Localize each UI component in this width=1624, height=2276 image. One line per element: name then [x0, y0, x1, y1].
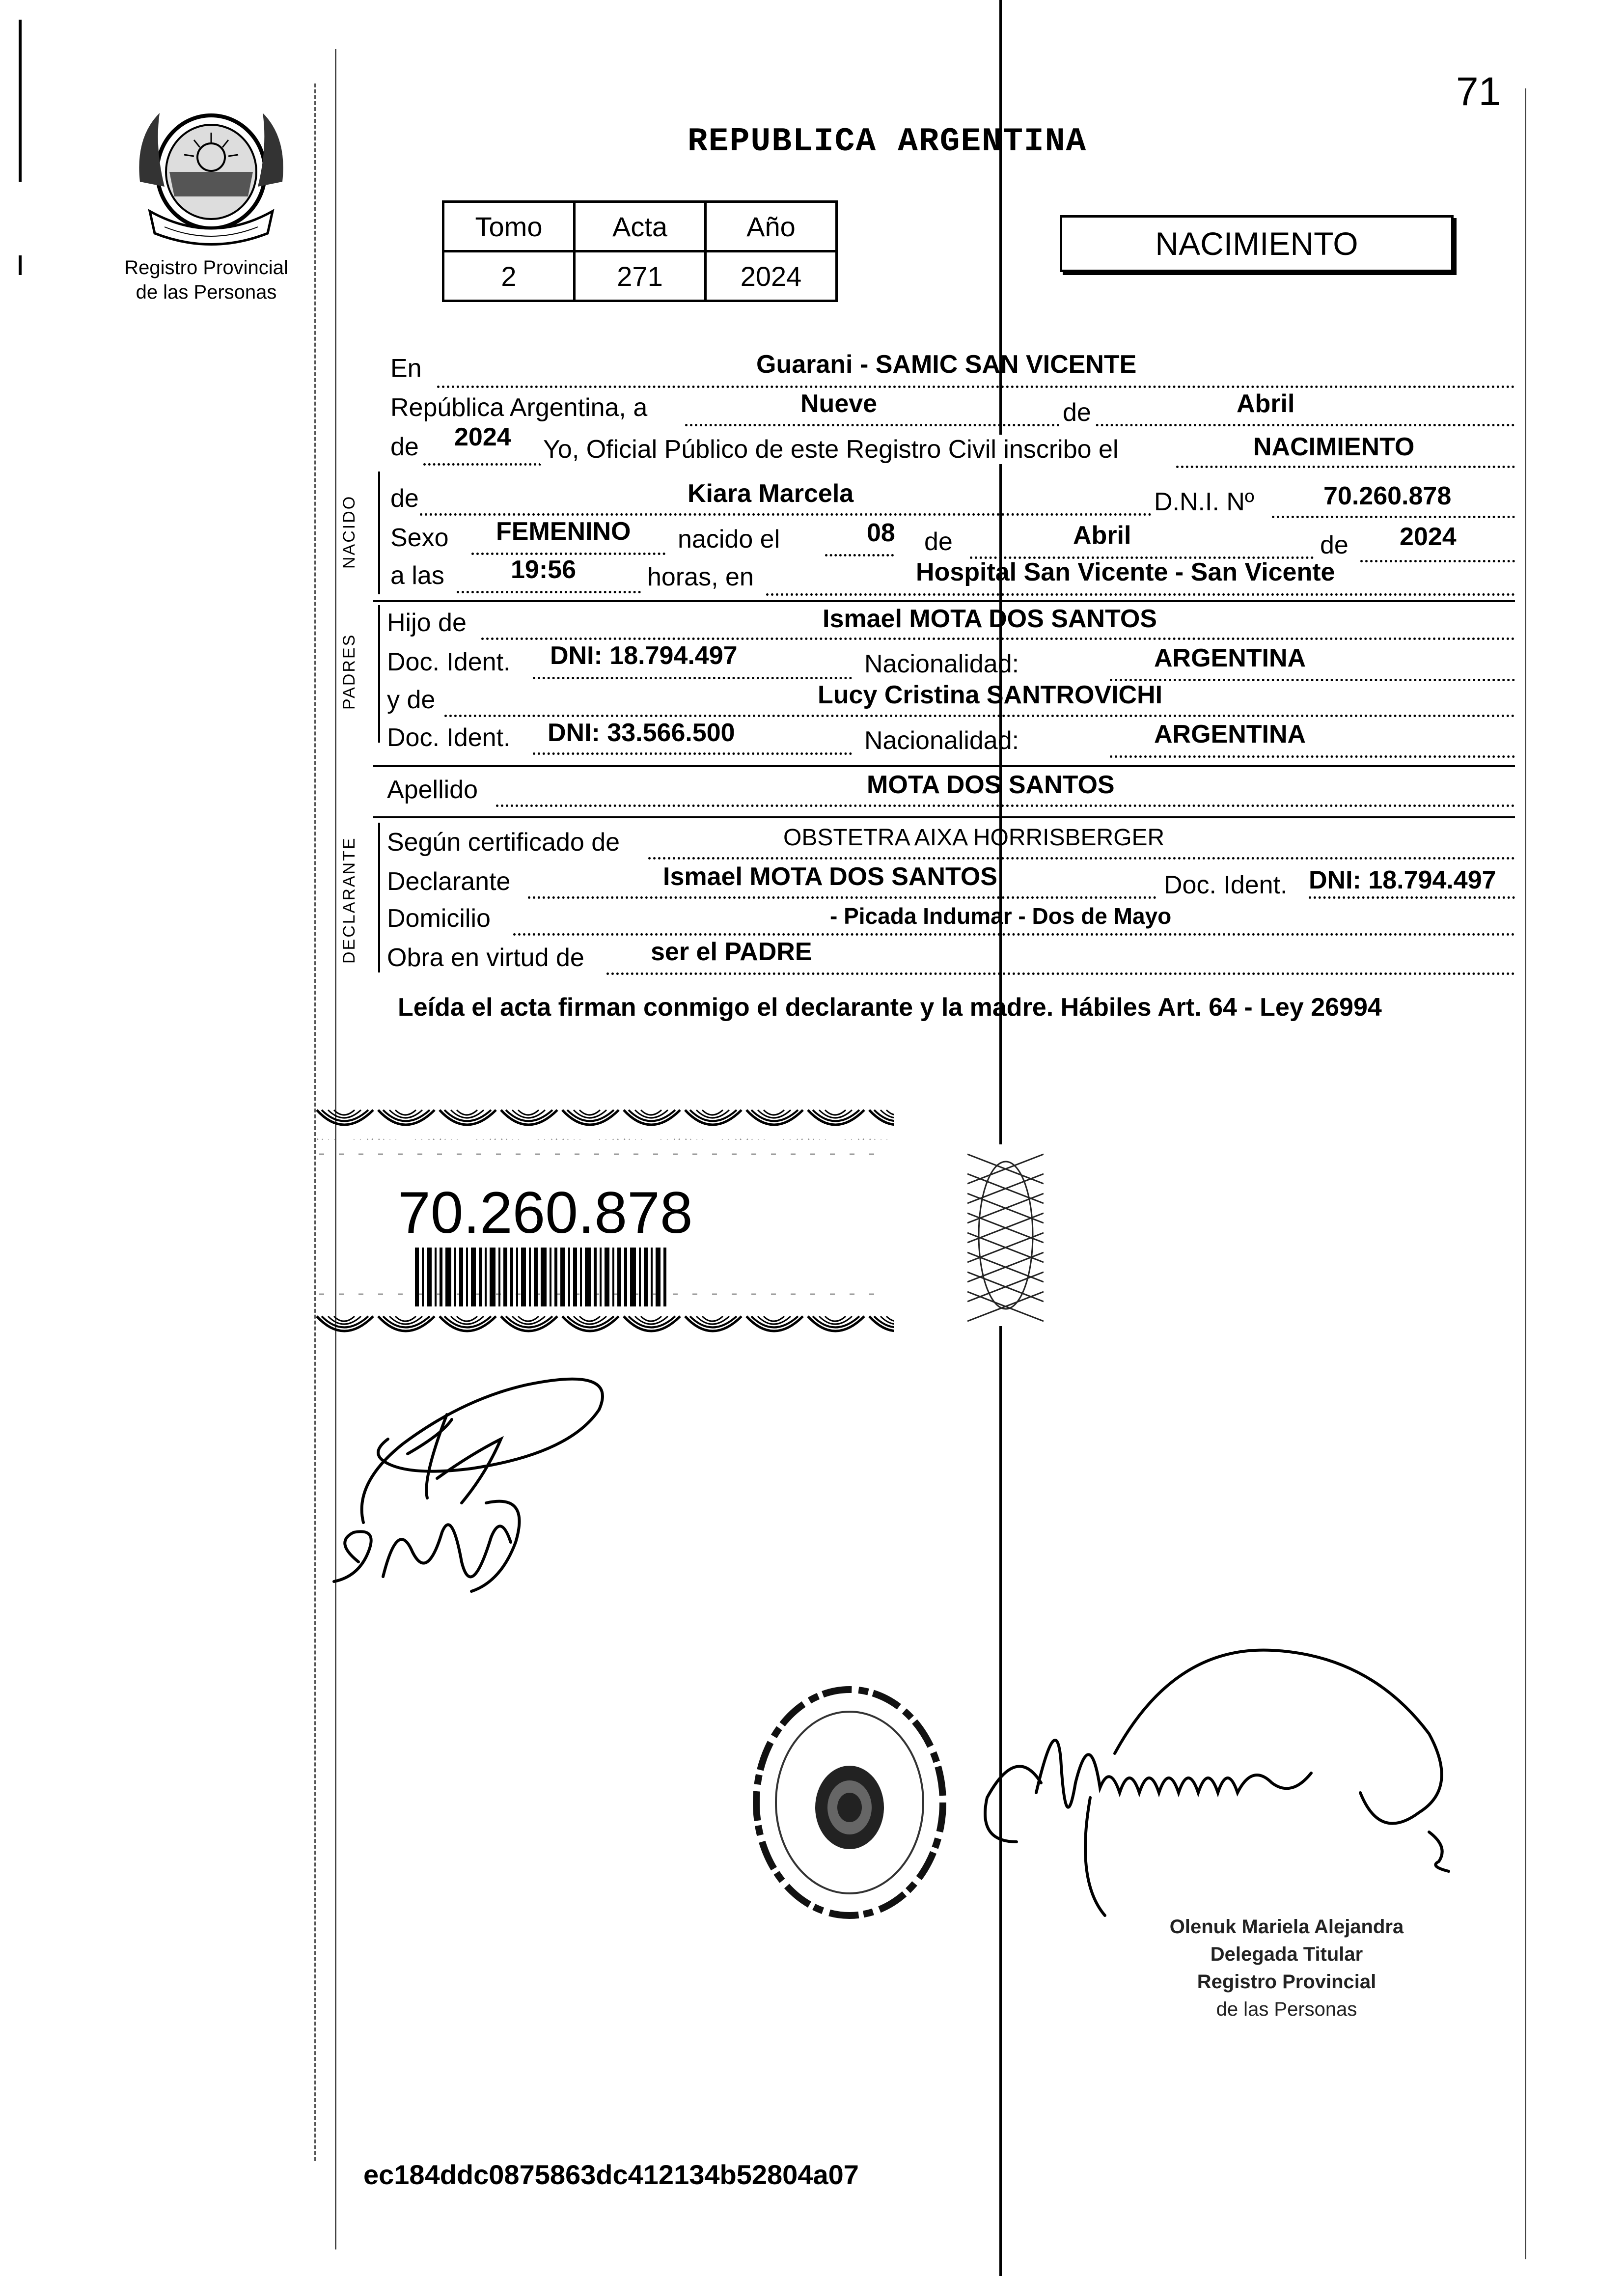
- province-crest: [130, 98, 292, 255]
- dots-mother-doc: [533, 752, 852, 755]
- dots-birth-place: [766, 593, 1515, 596]
- scan-left-bar: [19, 20, 22, 182]
- dots-mother-nationality: [1110, 755, 1515, 758]
- record-header-acta: Acta: [575, 202, 706, 251]
- dots-republica: [685, 424, 1515, 426]
- stamp-registry-line2: de las Personas: [1216, 1998, 1357, 2020]
- label-republica: República Argentina, a: [390, 393, 648, 422]
- right-edge-line: [1525, 88, 1526, 2259]
- scan-left-mark: [19, 255, 22, 275]
- registry-caption-line2: de las Personas: [136, 281, 277, 303]
- official-stamp: [1110, 1913, 1463, 2023]
- record-value-anio: 2024: [706, 251, 837, 301]
- value-inscription-month: Abril: [1237, 389, 1295, 418]
- record-header-anio: Año: [706, 202, 837, 251]
- dots-mother: [444, 715, 1515, 717]
- value-surname: MOTA DOS SANTOS: [867, 771, 1115, 799]
- value-father-name: Ismael MOTA DOS SANTOS: [823, 605, 1157, 633]
- value-birth-place: Hospital San Vicente - San Vicente: [916, 558, 1335, 586]
- value-declarant-name: Ismael MOTA DOS SANTOS: [663, 862, 997, 891]
- label-father-nationality: Nacionalidad:: [864, 650, 1019, 678]
- label-birth-de-year: de: [1320, 531, 1349, 559]
- page-number: 71: [1456, 69, 1501, 114]
- bracket-declarante: [378, 823, 380, 972]
- record-type-box: NACIMIENTO: [1060, 215, 1454, 272]
- official-seal: [742, 1675, 958, 1930]
- value-birth-day: 08: [867, 519, 895, 547]
- value-declarant-doc: DNI: 18.794.497: [1309, 866, 1496, 894]
- registry-caption-line1: Registro Provincial: [124, 257, 288, 278]
- security-hologram: [967, 1144, 1044, 1326]
- separator-padres: [373, 765, 1515, 767]
- label-apellido: Apellido: [387, 776, 478, 804]
- label-de-month: de: [1060, 398, 1094, 427]
- record-table-header-row: [443, 202, 837, 251]
- dots-declarant-doc: [1309, 896, 1515, 899]
- value-address: - Picada Indumar - Dos de Mayo: [830, 903, 1172, 929]
- dots-inscribo: [1176, 466, 1515, 468]
- dots-nacido-name: [420, 513, 1152, 516]
- label-de-year: de: [390, 433, 419, 461]
- stamp-official-name: Olenuk Mariela Alejandra: [1169, 1916, 1404, 1938]
- value-certificate-issuer: OBSTETRA AIXA HORRISBERGER: [783, 825, 1165, 851]
- document-title: REPUBLICA ARGENTINA: [688, 123, 1087, 161]
- dots-father-nationality: [1110, 679, 1515, 681]
- dots-dni: [1272, 516, 1515, 518]
- section-label-declarante: DECLARANTE: [340, 836, 358, 964]
- value-mother-nationality: ARGENTINA: [1154, 720, 1306, 749]
- label-horas-en: horas, en: [647, 563, 754, 591]
- stamp-official-title: Delegada Titular: [1210, 1943, 1363, 1965]
- closing-statement: Leída el acta firman conmigo el declarante y la madre. Hábiles Art. 64 - Ley 26994: [398, 993, 1382, 1022]
- label-declarante: Declarante: [387, 867, 511, 896]
- value-father-doc: DNI: 18.794.497: [550, 641, 738, 670]
- label-declarant-doc: Doc. Ident.: [1164, 871, 1288, 899]
- bracket-padres: [378, 605, 380, 743]
- fold-line: [999, 0, 1002, 2276]
- section-label-padres: PADRES: [340, 633, 358, 710]
- bracket-nacido: [378, 472, 380, 594]
- label-obra-en-virtud: Obra en virtud de: [387, 944, 584, 972]
- value-registry-office: Guarani - SAMIC SAN VICENTE: [756, 350, 1137, 379]
- record-value-acta: 271: [575, 251, 706, 301]
- value-inscription-year: 2024: [454, 423, 511, 451]
- record-value-tomo: 2: [443, 251, 575, 301]
- label-certificado: Según certificado de: [387, 828, 620, 857]
- dots-birth-year: [1360, 560, 1515, 562]
- label-nacido-de: de: [390, 484, 419, 513]
- declarant-signature: [324, 1356, 668, 1611]
- value-mother-doc: DNI: 33.566.500: [548, 719, 735, 747]
- record-table-value-row: [443, 251, 837, 301]
- document-hash: ec184ddc0875863dc412134b52804a07: [363, 2159, 859, 2190]
- record-header-tomo: Tomo: [443, 202, 575, 251]
- value-inscription-day: Nueve: [800, 389, 878, 418]
- label-inscribo: Yo, Oficial Público de este Registro Civil inscribo el: [540, 435, 1122, 464]
- dots-year: [423, 463, 541, 466]
- dots-obra: [606, 972, 1515, 975]
- value-mother-name: Lucy Cristina SANTROVICHI: [818, 681, 1163, 709]
- value-sex: FEMENINO: [496, 517, 631, 546]
- value-father-nationality: ARGENTINA: [1154, 644, 1306, 672]
- value-inscription-type: NACIMIENTO: [1253, 433, 1415, 461]
- label-y-de: y de: [387, 686, 436, 714]
- label-sexo: Sexo: [390, 524, 449, 552]
- label-a-las: a las: [390, 561, 444, 590]
- official-signature: [977, 1636, 1468, 1930]
- dots-en: [437, 386, 1515, 388]
- label-mother-nationality: Nacionalidad:: [864, 726, 1019, 755]
- section-label-nacido: NACIDO: [340, 495, 358, 569]
- dots-father-doc: [533, 677, 852, 679]
- label-mother-doc: Doc. Ident.: [387, 723, 511, 752]
- label-en: En: [390, 354, 422, 383]
- dots-declarante: [528, 896, 1156, 899]
- separator-nacido: [373, 600, 1515, 602]
- value-birth-month: Abril: [1073, 521, 1131, 550]
- value-capacity: ser el PADRE: [651, 938, 812, 966]
- dots-father: [481, 638, 1515, 640]
- value-child-dni: 70.260.878: [1323, 482, 1452, 510]
- dots-certificado: [648, 857, 1515, 860]
- label-nacido-el: nacido el: [678, 525, 780, 554]
- value-birth-year: 2024: [1400, 523, 1457, 551]
- record-table: [442, 200, 838, 302]
- barcode-bars: [415, 1248, 710, 1306]
- dots-birth-day: [825, 554, 894, 556]
- dots-time: [457, 591, 641, 593]
- barcode-number: 70.260.878: [398, 1180, 693, 1246]
- registry-caption: [108, 255, 304, 305]
- label-birth-de-month: de: [924, 527, 953, 556]
- value-birth-time: 19:56: [511, 555, 576, 584]
- separator-apellido: [373, 816, 1515, 818]
- label-father-doc: Doc. Ident.: [387, 648, 511, 676]
- label-domicilio: Domicilio: [387, 904, 491, 933]
- dots-apellido: [496, 805, 1515, 807]
- value-child-name: Kiara Marcela: [688, 479, 854, 508]
- dots-domicilio: [513, 933, 1515, 936]
- stamp-registry-line1: Registro Provincial: [1197, 1971, 1376, 1993]
- label-hijo-de: Hijo de: [387, 609, 467, 637]
- label-dni: D.N.I. Nº: [1154, 488, 1254, 516]
